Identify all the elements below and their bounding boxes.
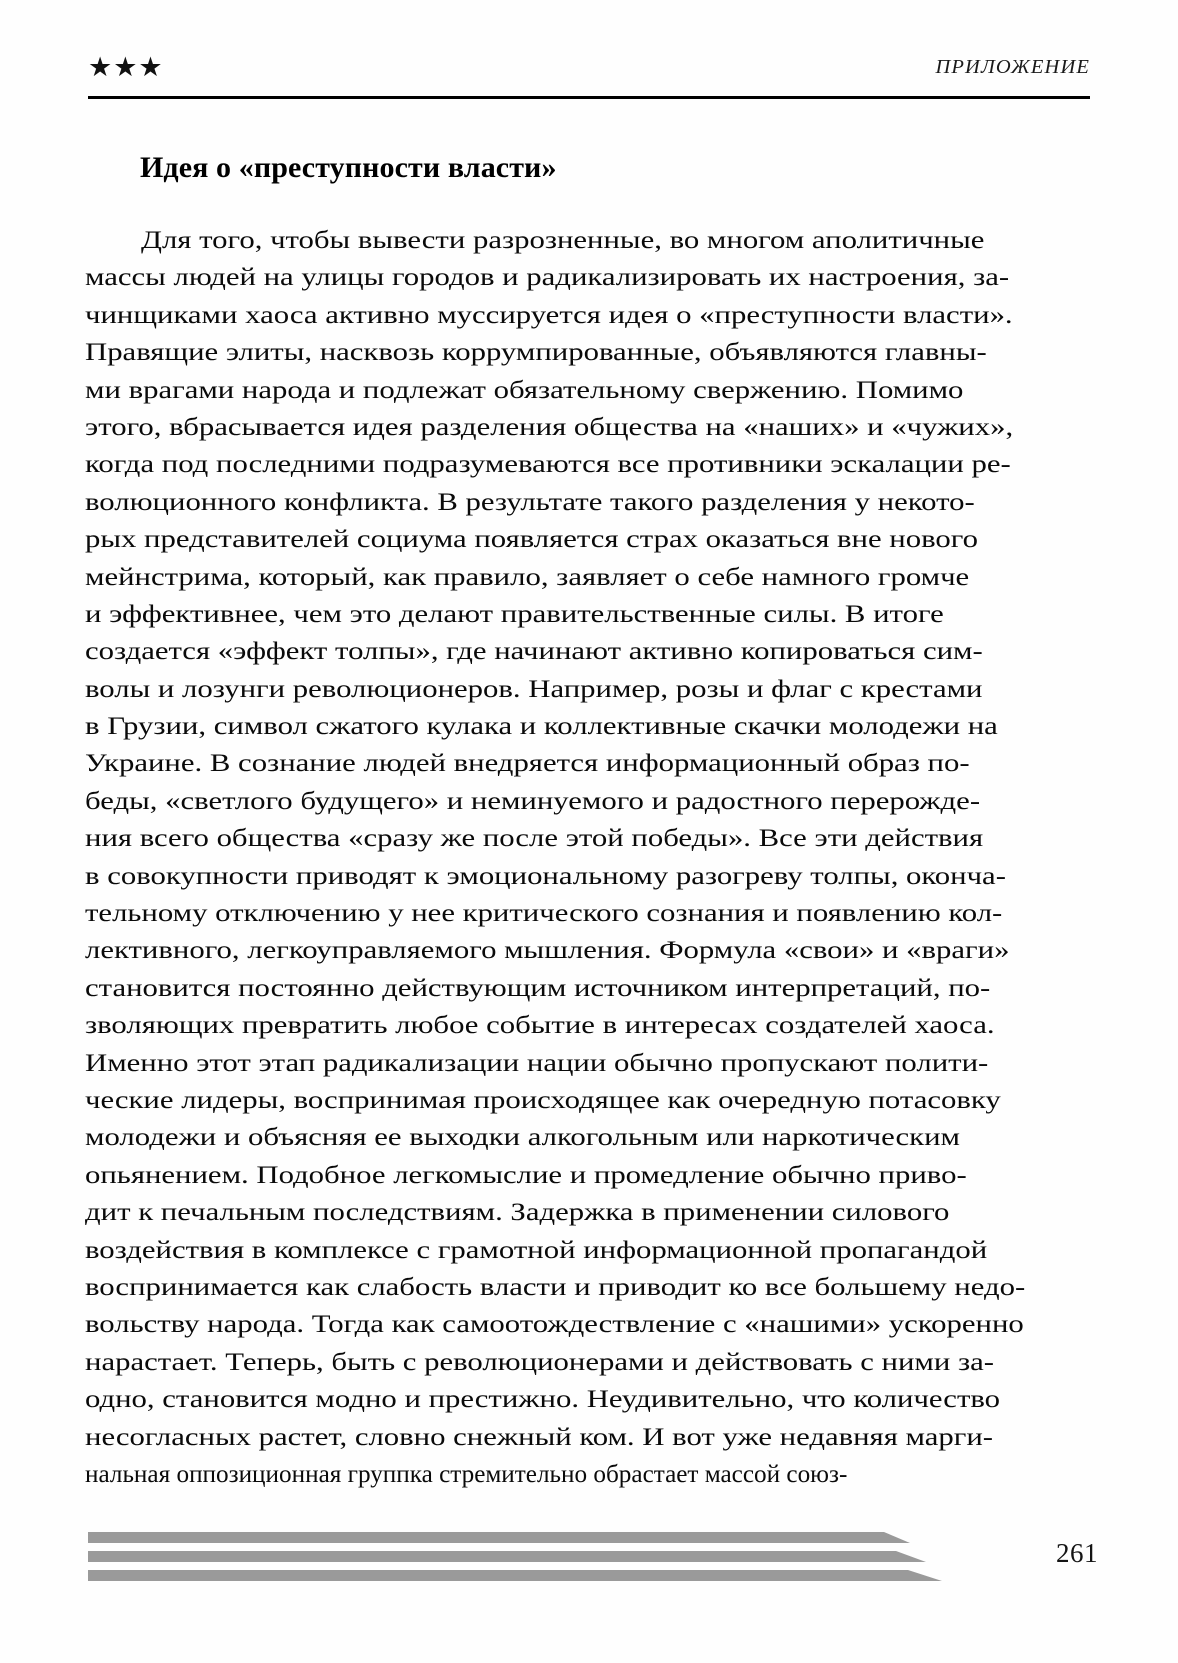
body-line [85, 745, 1092, 782]
body-line-text: в Грузии, символ сжатого кулака и коллективные скачки молодежи на [85, 713, 998, 741]
body-line [85, 1306, 1092, 1343]
body-line [85, 1456, 1092, 1493]
body-line-text: этого, вбрасывается идея разделения общества на «наших» и «чужих», [85, 413, 1014, 441]
body-line [85, 1157, 1092, 1194]
body-line-text: массы людей на улицы городов и радикализировать их настроения, за- [85, 264, 1010, 292]
body-line-text: беды, «светлого будущего» и неминуемого и радостного перерожде- [85, 787, 981, 815]
body-line-text: нарастает. Теперь, быть с революционерами и действовать с ними за- [85, 1348, 994, 1376]
body-line [85, 521, 1092, 558]
body-line-text: лективного, легкоуправляемого мышления. Формула «свои» и «враги» [85, 937, 1010, 965]
running-head [88, 52, 1090, 100]
footer-ornament-bars [88, 1532, 988, 1594]
body-line [85, 633, 1092, 670]
body-line-text: создается «эффект толпы», где начинают активно копироваться сим- [85, 638, 983, 666]
body-line-text: вольству народа. Тогда как самоотождествление с «нашими» ускоренно [85, 1311, 1024, 1339]
running-head-title: ПРИЛОЖЕНИЕ [935, 56, 1090, 78]
body-line-text: чинщиками хаоса активно муссируется идея о «преступности власти». [85, 301, 1013, 329]
body-text [85, 222, 1092, 1493]
body-line-text: воспринимается как слабость власти и приводит ко все большему недо- [85, 1273, 1026, 1301]
three-stars-ornament-icon: ★★★ [88, 52, 164, 83]
body-line [85, 708, 1092, 745]
body-line [85, 895, 1092, 932]
body-line [85, 409, 1092, 446]
body-line [85, 1232, 1092, 1269]
body-line-text: тельному отключению у нее критического сознания и появлению кол- [85, 900, 1003, 928]
body-line [85, 1045, 1092, 1082]
body-line [85, 1007, 1092, 1044]
body-line [85, 372, 1092, 409]
body-line [85, 1419, 1092, 1456]
body-line-text: несогласных растет, словно снежный ком. И вот уже недавняя марги- [85, 1423, 994, 1451]
footer-bar-1 [88, 1532, 884, 1543]
body-line [85, 259, 1092, 296]
body-line [85, 858, 1092, 895]
header-divider-rule [88, 96, 1090, 99]
body-line-text: Правящие элиты, насквозь коррумпированные, объявляются главны- [85, 339, 987, 367]
body-line-text: становится постоянно действующим источником интерпретаций, по- [85, 974, 991, 1002]
body-line [85, 1194, 1092, 1231]
body-line [85, 671, 1092, 708]
body-line-text: рых представителей социума появляется страх оказаться вне нового [85, 526, 978, 554]
body-line-text: ми врагами народа и подлежат обязательному свержению. Помимо [85, 376, 964, 404]
body-line-text: ческие лидеры, воспринимая происходящее как очередную потасовку [85, 1086, 1001, 1114]
body-line [85, 1381, 1092, 1418]
body-line-text: Украине. В сознание людей внедряется информационный образ по- [85, 750, 970, 778]
body-line-text: Для того, чтобы вывести разрозненные, во многом аполитичные [141, 227, 985, 254]
footer-bar-3-tip [908, 1570, 942, 1581]
body-line [85, 446, 1092, 483]
body-line-text: волюционного конфликта. В результате такого разделения у некото- [85, 488, 975, 516]
body-line [85, 1119, 1092, 1156]
footer-bar-2-tip [896, 1551, 926, 1562]
footer-bar-2 [88, 1551, 896, 1562]
footer-bar-1-tip [884, 1532, 910, 1543]
body-line [85, 334, 1092, 371]
body-line-text: ния всего общества «сразу же после этой победы». Все эти действия [85, 825, 984, 853]
body-line-text: одно, становится модно и престижно. Неудивительно, что количество [85, 1386, 1001, 1414]
body-line [85, 1269, 1092, 1306]
body-line-text: в совокупности приводят к эмоциональному разогреву толпы, оконча- [85, 862, 1006, 890]
page-number: 261 [1056, 1538, 1098, 1568]
body-line [85, 932, 1092, 969]
body-line-text: когда под последними подразумеваются все противники эскалации ре- [85, 451, 1011, 479]
body-line [85, 970, 1092, 1007]
body-line-text: и эффективнее, чем это делают правительственные силы. В итоге [85, 600, 944, 628]
body-line-text: волы и лозунги революционеров. Например, розы и флаг с крестами [85, 675, 983, 703]
body-line-text: опьянением. Подобное легкомыслие и промедление обычно приво- [85, 1161, 967, 1189]
body-line-text: воздействия в комплексе с грамотной информационной пропагандой [85, 1236, 988, 1264]
body-line [85, 1344, 1092, 1381]
body-line [85, 559, 1092, 596]
page-footer [88, 1524, 1098, 1604]
body-line-text: Именно этот этап радикализации нации обычно пропускают полити- [85, 1049, 989, 1077]
body-line-text: нальная оппозиционная группка стремительно обрастает массой союз- [85, 1460, 848, 1488]
footer-bar-3 [88, 1570, 908, 1581]
body-line-text: молодежи и объясняя ее выходки алкогольным или наркотическим [85, 1124, 960, 1152]
body-line [85, 297, 1092, 334]
page-title: Идея о «преступности власти» [140, 151, 557, 185]
body-line-text: мейнстрима, который, как правило, заявляет о себе намного громче [85, 563, 970, 591]
body-line-text: дит к печальным последствиям. Задержка в применении силового [85, 1199, 950, 1227]
body-line [85, 484, 1092, 521]
body-line [85, 820, 1092, 857]
body-line [85, 222, 1092, 259]
body-line-text: зволяющих превратить любое событие в интересах создателей хаоса. [85, 1012, 995, 1040]
body-line [85, 1082, 1092, 1119]
body-line [85, 596, 1092, 633]
body-line [85, 783, 1092, 820]
